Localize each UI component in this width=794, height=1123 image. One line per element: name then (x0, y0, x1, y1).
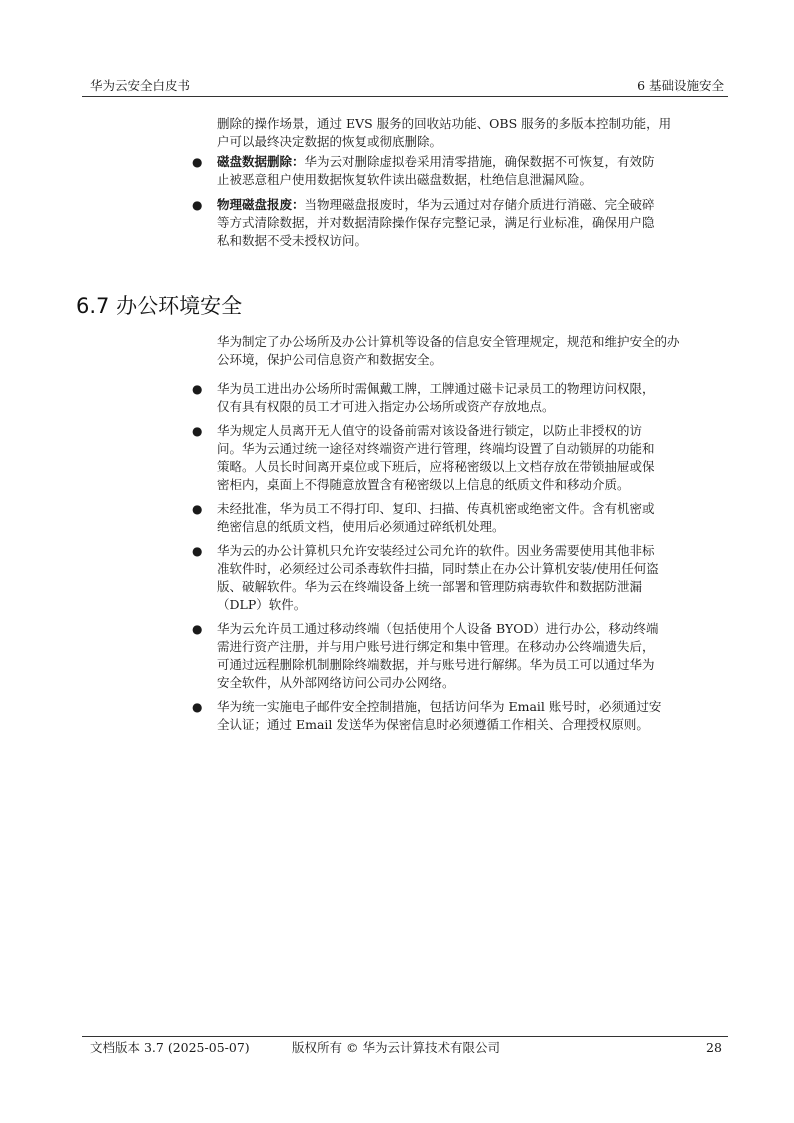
text-line: 止被恶意租户使用数据恢复软件读出磁盘数据，杜绝信息泄漏风险。 (217, 172, 593, 187)
footer-page-number: 28 (706, 1040, 722, 1055)
bullet-text (217, 422, 712, 494)
bullet-term: 物理磁盘报废： (217, 197, 305, 212)
text-line: 问。华为云通过统一途径对终端资产进行管理，终端均设置了自动锁屏的功能和 (217, 441, 655, 456)
bullet-text (217, 542, 712, 614)
footer-divider (82, 1036, 728, 1037)
text-line: 华为统一实施电子邮件安全控制措施，包括访问华为 Email 账号时，必须通过安 (217, 699, 662, 714)
text-line: 需进行资产注册，并与用户账号进行绑定和集中管理。在移动办公终端遗失后， (217, 639, 655, 654)
bullet-text (217, 153, 712, 189)
text-line: 华为云的办公计算机只允许安装经过公司允许的软件。因业务需要使用其他非标 (217, 543, 655, 558)
section-intro (217, 333, 712, 369)
text-line: 版、破解软件。华为云在终端设备上统一部署和管理防病毒软件和数据防泄漏 (217, 579, 643, 594)
text-line: 安全软件，从外部网络访问公司办公网络。 (217, 675, 455, 690)
bullet-text (217, 380, 712, 416)
bullet-text (217, 620, 712, 692)
header-chapter: 6 基础设施安全 (637, 78, 724, 93)
bullet-text (217, 500, 712, 536)
footer-copyright: 版权所有 © 华为云计算技术有限公司 (292, 1040, 500, 1055)
text-line: 删除的操作场景，通过 EVS 服务的回收站功能、OBS 服务的多版本控制功能，用 (217, 116, 672, 131)
bullet-text (217, 196, 712, 250)
text-line: 全认证；通过 Email 发送华为保密信息时必须遵循工作相关、合理授权原则。 (217, 717, 649, 732)
bullet-icon: ● (192, 544, 203, 558)
section-title: 6.7 办公环境安全 (76, 294, 243, 318)
text-line: 华为员工进出办公场所时需佩戴工牌，工牌通过磁卡记录员工的物理访问权限， (217, 381, 655, 396)
bullet-icon: ● (192, 198, 203, 212)
text-line: 户可以最终决定数据的恢复或彻底删除。 (217, 134, 443, 149)
bullet-icon: ● (192, 622, 203, 636)
text-line: 策略。人员长时间离开桌位或下班后，应将秘密级以上文档存放在带锁抽屉或保 (217, 459, 655, 474)
bullet-icon: ● (192, 700, 203, 714)
text-line: 可通过远程删除机制删除终端数据，并与账号进行解绑。华为员工可以通过华为 (217, 657, 655, 672)
header-doc-title: 华为云安全白皮书 (90, 78, 191, 93)
text-line: 准软件时，必须经过公司杀毒软件扫描，同时禁止在办公计算机安装/使用任何盗 (217, 561, 659, 576)
page-header (82, 78, 728, 97)
text-line: 未经批准，华为员工不得打印、复印、扫描、传真机密或绝密文件。含有机密或 (217, 501, 655, 516)
text-line: 华为规定人员离开无人值守的设备前需对该设备进行锁定，以防止非授权的访 (217, 423, 643, 438)
text-line: 私和数据不受未授权访问。 (217, 233, 368, 248)
footer-version: 文档版本 3.7 (2025-05-07) (90, 1040, 250, 1055)
text-line: 仅有具有权限的员工才可进入指定办公场所或资产存放地点。 (217, 399, 555, 414)
text-line: 密柜内，桌面上不得随意放置含有秘密级以上信息的纸质文件和移动介质。 (217, 477, 630, 492)
bullet-text (217, 698, 712, 734)
text-line: 绝密信息的纸质文档，使用后必须通过碎纸机处理。 (217, 519, 505, 534)
text-line: 当物理磁盘报废时，华为云通过对存储介质进行消磁、完全破碎 (304, 197, 655, 212)
bullet-icon: ● (192, 155, 203, 169)
text-line: 华为制定了办公场所及办公计算机等设备的信息安全管理规定，规范和维护安全的办 (217, 334, 680, 349)
text-line: （DLP）软件。 (217, 597, 307, 612)
text-line: 等方式清除数据，并对数据清除操作保存完整记录，满足行业标准，确保用户隐 (217, 215, 655, 230)
text-line: 华为云对删除虚拟卷采用清零措施，确保数据不可恢复，有效防 (304, 154, 655, 169)
bullet-term: 磁盘数据删除： (217, 154, 305, 169)
text-line: 公环境，保护公司信息资产和数据安全。 (217, 352, 443, 367)
bullet-icon: ● (192, 382, 203, 396)
continuation-paragraph (217, 115, 712, 151)
bullet-icon: ● (192, 424, 203, 438)
bullet-icon: ● (192, 502, 203, 516)
text-line: 华为云允许员工通过移动终端（包括使用个人设备 BYOD）进行办公，移动终端 (217, 621, 659, 636)
